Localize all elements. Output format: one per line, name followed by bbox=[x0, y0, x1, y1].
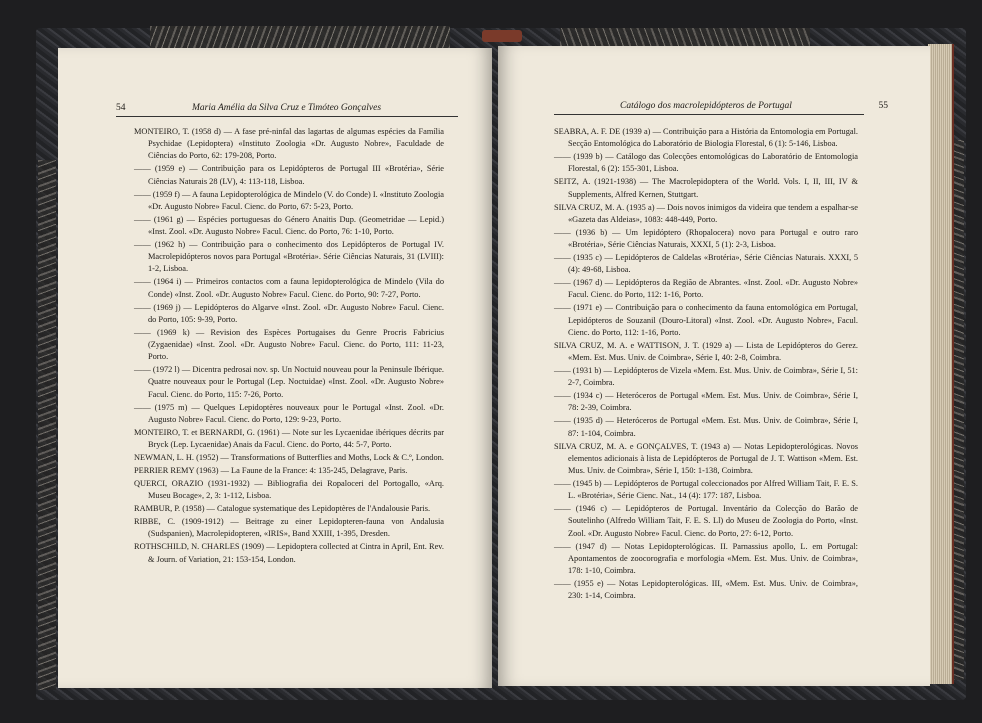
bibliography-entry: NEWMAN, L. H. (1952) — Transformations of Butterflies and Moths, Lock & C.º, London. bbox=[134, 453, 444, 463]
bibliography-entry: —— (1969 k) — Revision des Espèces Portugaises du Genre Procris Fabricius (Zygaenidae) «Inst. Zool. «Dr. Augusto Nobre» Facul. Cienc. do Porto, 111: 11-23, Porto. bbox=[134, 327, 444, 362]
bibliography-entry: —— (1961 g) — Espécies portuguesas do Género Anaitis Dup. (Geometridae — Lepid.) «Inst. Zool. «Dr. Augusto Nobre» Facul. Cienc. do Porto, 76: 1-10, Porto. bbox=[134, 214, 444, 237]
bibliography-entry: —— (1959 f) — A fauna Lepidopterológica de Mindelo (V. do Conde) I. «Instituto Zoologia «Dr. Augusto Nobre» Facul. Cienc. do Porto, 67: 5-23, Porto. bbox=[134, 189, 444, 211]
bibliography-entry: QUERCI, ORAZIO (1931-1932) — Bibliografia dei Ropaloceri del Portogallo, «Arq. Museu Bocage», 2, 3: 1-112, Lisboa. bbox=[134, 479, 444, 501]
bibliography-entry: SEABRA, A. F. DE (1939 a) — Contribuição para a História da Entomologia em Portugal. Secção Entomológica do Laboratório de Biologia Florestal, 6 (1): 5-146, Lisboa. bbox=[554, 127, 858, 149]
bibliography-entry: —— (1967 d) — Lepidópteros da Região de Abrantes. «Inst. Zool. «Dr. Augusto Nobre» Facul. Cienc. do Porto, 112: 1-16, Porto. bbox=[554, 278, 858, 300]
running-head: Catálogo dos macrolepidópteros de Portugal bbox=[620, 101, 792, 111]
bibliography-entry: —— (1934 c) — Heteróceros de Portugal «Mem. Est. Mus. Univ. de Coimbra», Série I, 78: 2-39, Coimbra. bbox=[554, 391, 858, 413]
bibliography-entry: ROTHSCHILD, N. CHARLES (1909) — Lepidoptera collected at Cintra in April, Ent. Rev. & Journ. of Variation, 21: 153-154, London. bbox=[134, 542, 444, 564]
bibliography-entry: —— (1959 e) — Contribuição para os Lepidópteros de Portugal III «Brotéria», Série Ciências Naturais 28 (LV), 4: 113-118, Lisboa. bbox=[134, 164, 444, 186]
bibliography-entry: —— (1964 i) — Primeiros contactos com a fauna lepidopterológica de Mindelo (Vila do Conde) «Inst. Zool. «Dr. Augusto Nobre» Facul. Cienc. do Porto, 90: 7-27, Porto. bbox=[134, 277, 444, 299]
bibliography-entry: —— (1975 m) — Quelques Lepidoptères nouveaux pour le Portugal «Inst. Zool. «Dr. Augusto Nobre» Facul. Cienc. do Porto, 129: 9-23, Porto. bbox=[134, 402, 444, 424]
bibliography-entry: MONTEIRO, T. (1958 d) — A fase pré-ninfal das lagartas de algumas espécies da Família Psychidae (Lepidoptera) «Instituto Zoologia «Dr. Augusto Nobre», Faculdade de Ciências do Porto, 62: 179-208, Porto. bbox=[134, 127, 444, 161]
book-spine bbox=[482, 30, 522, 42]
marbled-edge bbox=[38, 160, 56, 690]
header-rule bbox=[116, 116, 458, 117]
header-rule bbox=[554, 114, 864, 115]
page-number: 54 bbox=[116, 103, 126, 113]
bibliography-entry: —— (1969 j) — Lepidópteros do Algarve «Inst. Zool. «Dr. Augusto Nobre» Facul. Cienc. do Porto, 105: 9-39, Porto. bbox=[134, 302, 444, 324]
marbled-edge bbox=[560, 28, 810, 46]
page-edges bbox=[928, 44, 954, 684]
page-number: 55 bbox=[878, 101, 888, 111]
bibliography-entry: RAMBUR, P. (1958) — Catalogue systematique des Lepidoptères de l'Andalousie Paris. bbox=[134, 504, 431, 514]
bibliography-entry: —— (1971 e) — Contribuição para o conhecimento da fauna entomológica em Portugal, Lepidópteros de Souzanil (Douro-Litoral) «Inst. Zool. «Dr. Augusto Nobre», Facul. Cienc. do Porto, 112: 1-16, Porto. bbox=[554, 303, 858, 337]
marbled-edge bbox=[150, 26, 450, 48]
bibliography-entry: —— (1955 e) — Notas Lepidopterológicas. III, «Mem. Est. Mus. Univ. de Coimbra», 230: 1-14, Coimbra. bbox=[554, 579, 858, 601]
bibliography-entry: SILVA CRUZ, M. A. e GONÇALVES, T. (1943 a) — Notas Lepidopterológicas. Novos elementos adicionais à lista de Lepidópteros de Portugal de J. T. Wattison «Mem. Est. Mus. Univ. de Coimbra», Série I, 150: 1-138, Coimbra. bbox=[554, 441, 858, 476]
bibliography-entry: SILVA CRUZ, M. A. (1935 a) — Dois novos inimigos da videira que tendem a espalhar-se «Gazeta das Aldeias», 1083: 448-449, Porto. bbox=[554, 202, 858, 224]
bibliography-entry: SILVA CRUZ, M. A. e WATTISON, J. T. (1929 a) — Lista de Lepidópteros do Gerez. «Mem. Est. Mus. Univ. de Coimbra», Série I, 40: 2-8, Coimbra. bbox=[554, 340, 858, 363]
left-page bbox=[58, 48, 492, 688]
bibliography-entry: —— (1936 b) — Um lepidóptero (Rhopalocera) novo para Portugal e outro raro «Brotéria», Série Ciências Naturais, XXXI, 5 (1): 2-3, Lisboa. bbox=[554, 227, 858, 250]
bibliography-list bbox=[134, 126, 444, 567]
bibliography-entry: —— (1945 b) — Lepidópteros de Portugal coleccionados por Alfred William Tait, F. E. S. L. «Brotéria», Série Cienc. Nat., 14 (4): 177: 187, Lisboa. bbox=[554, 479, 858, 501]
bibliography-entry: PERRIER REMY (1963) — La Faune de la France: 4: 135-245, Delagrave, Paris. bbox=[134, 466, 408, 476]
bibliography-entry: —— (1947 d) — Notas Lepidopterológicas. II. Parnassius apollo, L. em Portugal: Apontamentos de zoocorografia e morfologia «Mem. Est. Mus. Univ. de Coimbra», 178: 1-10, Coimbra. bbox=[554, 541, 858, 576]
bibliography-entry: —— (1972 l) — Dicentra pedrosai nov. sp. Un Noctuid nouveau pour la Peninsule Ibérique. Quatre nouveaux pour le Portugal (Lep. Noctuidae) «Inst. Zool. «Dr. Augusto Nobre» Facul. Cienc. do Porto, 115: 7-26, Porto. bbox=[134, 365, 444, 399]
bibliography-entry: —— (1935 d) — Heteróceros de Portugal «Mem. Est. Mus. Univ. de Coimbra», Série I, 87: 1-104, Coimbra. bbox=[554, 416, 858, 438]
bibliography-entry: —— (1931 b) — Lepidópteros de Vizela «Mem. Est. Mus. Univ. de Coimbra», Série I, 51: 2-7, Coimbra. bbox=[554, 366, 858, 388]
bibliography-entry: —— (1939 b) — Catálogo das Colecções entomológicas do Laboratório de Entomologia Florestal, 6 (2): 155-301, Lisboa. bbox=[554, 152, 858, 174]
right-page bbox=[498, 46, 930, 686]
bibliography-list bbox=[554, 126, 858, 603]
bibliography-entry: —— (1962 h) — Contribuição para o conhecimento dos Lepidópteros de Portugal IV. Macrolepidópteros novos para Portugal «Brotéria». Série Ciências Naturais, 31 (LVIII): 1-2, Lisboa. bbox=[134, 240, 444, 274]
bibliography-entry: SEITZ, A. (1921-1938) — The Macrolepidoptera of the World. Vols. I, II, III, IV & Supplements, Alfred Kernen, Stuttgart. bbox=[554, 177, 858, 199]
running-head: Maria Amélia da Silva Cruz e Timóteo Gonçalves bbox=[192, 103, 382, 113]
bibliography-entry: —— (1946 c) — Lepidópteros de Portugal. Inventário da Colecção do Barão de Soutelinho (Alfredo William Tait, F. E. S. Ll) do Museu de Zoologia do Porto, «Inst. Zool. «Dr. Augusto Nobre» Facul. Cienc. do Porto, 27: 6-12, Porto. bbox=[554, 504, 858, 538]
bibliography-entry: MONTEIRO, T. et BERNARDI, G. (1961) — Note sur les Lycaenidae ibériques décrits par Bryck (Lep. Lycaenidae) Anais da Facul. Cienc. do Porto, 44: 5-7, Porto. bbox=[134, 427, 444, 450]
bibliography-entry: —— (1935 c) — Lepidópteros de Caldelas «Brotéria», Série Ciências Naturais. XXXI, 5 (4): 49-68, Lisboa. bbox=[554, 253, 858, 275]
bibliography-entry: RIBBE, C. (1909-1912) — Beitrage zu einer Lepidopteren-fauna von Andalusia (Sudspanien), Macrolepidopteren, «IRIS», Band XXIII, 1-395, Dresden. bbox=[134, 517, 444, 539]
